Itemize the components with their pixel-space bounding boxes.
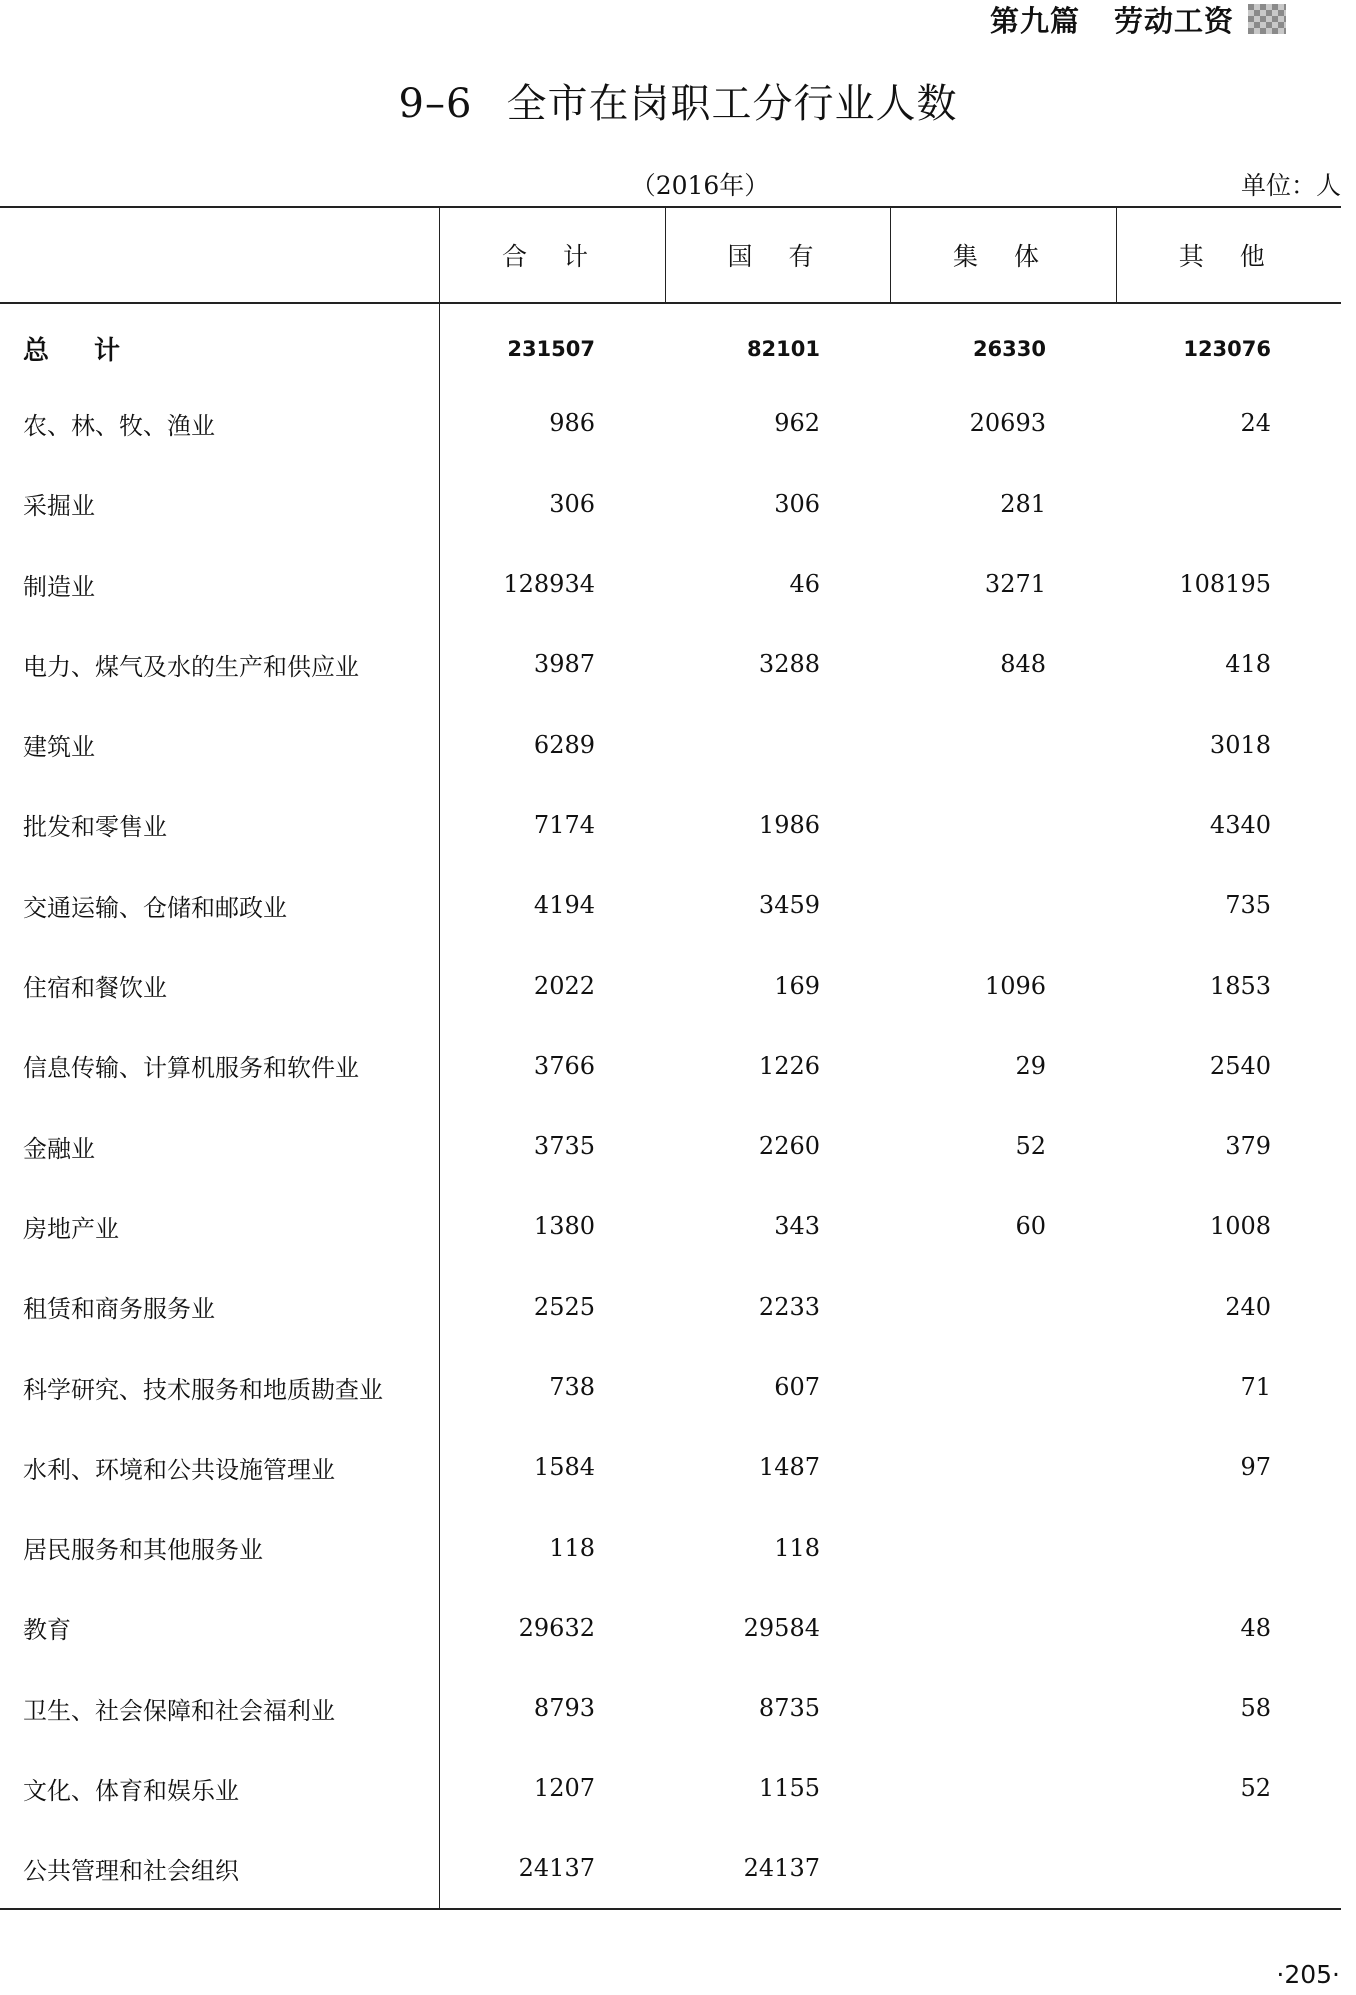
cell-value: 123076 (1183, 336, 1271, 361)
row-label: 水利、环境和公共设施管理业 (0, 1427, 439, 1507)
cell-value: 2260 (758, 1132, 820, 1161)
cell-value: 2233 (758, 1292, 820, 1321)
cell-value: 231507 (507, 336, 595, 361)
cell-value: 1853 (1209, 971, 1271, 1000)
section-part: 第九篇 (989, 3, 1080, 38)
cell-value: 128934 (503, 570, 595, 599)
table-row (0, 1427, 1341, 1507)
cell-value: 738 (549, 1373, 595, 1401)
row-label: 批发和零售业 (0, 785, 439, 865)
cell-value: 240 (1225, 1292, 1271, 1321)
cell-value: 3288 (758, 650, 820, 679)
cell-value (890, 1267, 1116, 1347)
table-row (0, 865, 1341, 945)
cell-value: 24 (1240, 409, 1271, 438)
cell-value: 1008 (1209, 1212, 1271, 1241)
cell-value: 8735 (758, 1694, 820, 1723)
cell-value: 46 (789, 570, 820, 599)
cell-value: 4340 (1209, 810, 1271, 839)
cell-value: 29632 (518, 1613, 595, 1642)
cell-value: 71 (1240, 1373, 1271, 1401)
row-label: 采掘业 (0, 464, 439, 544)
cell-value: 2540 (1209, 1051, 1271, 1080)
cell-value: 1226 (758, 1051, 820, 1080)
row-label: 农、林、牧、渔业 (0, 383, 439, 463)
cell-value: 3735 (533, 1132, 595, 1161)
table-row (0, 464, 1341, 544)
table-body (0, 303, 1341, 1909)
cell-value: 1487 (758, 1453, 820, 1482)
cell-value: 281 (1000, 489, 1046, 518)
cell-value: 58 (1240, 1694, 1271, 1723)
cell-value (890, 704, 1116, 784)
cell-value: 48 (1240, 1613, 1271, 1642)
cell-value (890, 865, 1116, 945)
cell-value: 97 (1240, 1453, 1271, 1482)
cell-value (890, 1427, 1116, 1507)
cell-value: 1155 (758, 1774, 820, 1803)
cell-value (890, 1507, 1116, 1587)
table-row (0, 785, 1341, 865)
table-header (0, 207, 1341, 303)
cell-value: 82101 (746, 336, 820, 361)
row-label: 信息传输、计算机服务和软件业 (0, 1026, 439, 1106)
page-title (0, 72, 1356, 129)
cell-value: 3018 (1209, 730, 1271, 759)
cell-value: 2022 (533, 971, 595, 1000)
cell-value (890, 1588, 1116, 1668)
row-label: 金融业 (0, 1106, 439, 1186)
cell-value: 118 (549, 1533, 595, 1562)
section-title (990, 0, 1234, 40)
cell-value: 169 (774, 971, 820, 1000)
cell-value (1116, 1507, 1341, 1587)
cell-value (890, 785, 1116, 865)
row-label: 交通运输、仓储和邮政业 (0, 865, 439, 945)
cell-value: 1207 (533, 1774, 595, 1803)
cell-value: 418 (1225, 650, 1271, 679)
table-row (0, 1267, 1341, 1347)
section-name: 劳动工资 (1113, 3, 1234, 38)
cell-value: 24137 (439, 1829, 665, 1909)
cell-value: 52 (1240, 1774, 1271, 1803)
cell-value: 29 (1015, 1051, 1046, 1080)
cell-value: 4194 (533, 891, 595, 920)
table-row (0, 945, 1341, 1025)
table-row (0, 1026, 1341, 1106)
cell-value: 108195 (1179, 570, 1271, 599)
row-label: 住宿和餐饮业 (0, 945, 439, 1025)
cell-value: 1584 (533, 1453, 595, 1482)
column-header-state-owned: 国 有 (665, 207, 890, 303)
cell-value: 8793 (533, 1694, 595, 1723)
table-row (0, 1507, 1341, 1587)
table-row-total (0, 303, 1341, 383)
row-label: 科学研究、技术服务和地质勘查业 (0, 1347, 439, 1427)
cell-value: 1380 (533, 1212, 595, 1241)
column-header-collective: 集 体 (890, 207, 1116, 303)
title-text: 全市在岗职工分行业人数 (506, 81, 958, 127)
cell-value: 735 (1225, 891, 1271, 920)
cell-value (890, 1347, 1116, 1427)
cell-value: 7174 (533, 810, 595, 839)
data-table (0, 206, 1341, 1910)
row-label: 居民服务和其他服务业 (0, 1507, 439, 1587)
cell-value: 60 (1015, 1212, 1046, 1241)
table-row (0, 544, 1341, 624)
row-label: 租赁和商务服务业 (0, 1267, 439, 1347)
column-header-total: 合 计 (439, 207, 665, 303)
cell-value: 29584 (743, 1613, 820, 1642)
title-number: 9–6 (398, 81, 473, 127)
cell-value: 24137 (665, 1829, 890, 1909)
table-row (0, 1588, 1341, 1668)
cell-value: 3271 (984, 570, 1046, 599)
page-number: ·205· (1276, 1960, 1340, 1989)
cell-value: 343 (774, 1212, 820, 1241)
table-row (0, 704, 1341, 784)
table-row (0, 383, 1341, 463)
cell-value: 3459 (758, 891, 820, 920)
row-label: 卫生、社会保障和社会福利业 (0, 1668, 439, 1748)
cell-value: 306 (549, 489, 595, 518)
section-header (990, 0, 1286, 38)
table-row (0, 1829, 1341, 1909)
table-row (0, 1186, 1341, 1266)
table-row (0, 1668, 1341, 1748)
row-label: 电力、煤气及水的生产和供应业 (0, 624, 439, 704)
cell-value: 118 (774, 1533, 820, 1562)
cell-value: 3766 (533, 1051, 595, 1080)
cell-value: 607 (774, 1373, 820, 1401)
row-label: 制造业 (0, 544, 439, 624)
row-label: 文化、体育和娱乐业 (0, 1748, 439, 1828)
column-header-blank (0, 207, 439, 303)
table-row (0, 1347, 1341, 1427)
row-label: 总 计 (0, 303, 439, 383)
row-label: 公共管理和社会组织 (0, 1829, 439, 1909)
checker-ornament-icon (1248, 4, 1286, 34)
cell-value: 962 (774, 409, 820, 438)
cell-value: 20693 (969, 409, 1046, 438)
table-row (0, 1106, 1341, 1186)
cell-value (890, 1829, 1116, 1909)
cell-value: 52 (1015, 1132, 1046, 1161)
cell-value (665, 704, 890, 784)
row-label: 房地产业 (0, 1186, 439, 1266)
row-label: 教育 (0, 1588, 439, 1668)
cell-value: 2525 (533, 1292, 595, 1321)
cell-value: 848 (1000, 650, 1046, 679)
cell-value: 26330 (972, 336, 1046, 361)
cell-value: 6289 (533, 730, 595, 759)
table-row (0, 1748, 1341, 1828)
cell-value (890, 1748, 1116, 1828)
column-header-other: 其 他 (1116, 207, 1341, 303)
cell-value: 1986 (758, 810, 820, 839)
cell-value: 379 (1225, 1132, 1271, 1161)
unit-label: 单位：人 (1240, 171, 1341, 200)
table-row (0, 624, 1341, 704)
cell-value: 3987 (533, 650, 595, 679)
cell-value (890, 1668, 1116, 1748)
cell-value: 1096 (984, 971, 1046, 1000)
row-label: 建筑业 (0, 704, 439, 784)
cell-value (1116, 1829, 1341, 1909)
cell-value (1116, 464, 1341, 544)
cell-value: 306 (774, 489, 820, 518)
cell-value: 986 (549, 409, 595, 438)
year-label: （2016年） (630, 171, 770, 200)
